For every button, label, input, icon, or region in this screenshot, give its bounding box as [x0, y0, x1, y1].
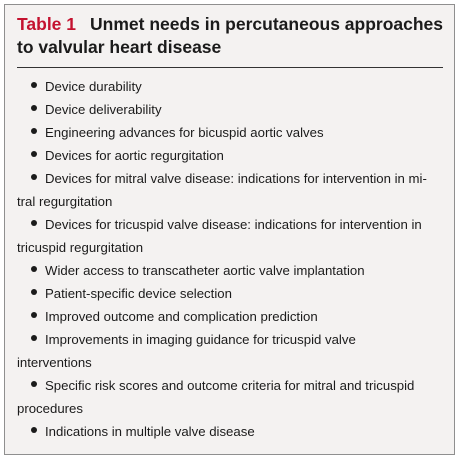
list-item	[17, 121, 449, 144]
bullet-icon	[31, 381, 37, 387]
list-item-text: Device durability	[45, 79, 142, 94]
list-item-continuation: tricuspid regurgitation	[17, 240, 144, 255]
list-item-continuation: tral regurgitation	[17, 194, 113, 209]
list-item	[17, 282, 449, 305]
bullet-icon	[31, 128, 37, 134]
list-item-text: Specific risk scores and outcome criteria for mitral and tricuspid	[45, 378, 415, 393]
bullet-icon	[31, 289, 37, 295]
list-item	[17, 98, 449, 121]
bullet-icon	[31, 427, 37, 433]
table-title	[17, 13, 452, 59]
title-divider	[17, 67, 443, 68]
list-item-text: Improvements in imaging guidance for tricuspid valve	[45, 332, 356, 347]
bullet-icon	[31, 220, 37, 226]
table-label: Table 1	[17, 14, 77, 34]
list-item-text: Devices for mitral valve disease: indications for intervention in mi-	[45, 171, 427, 186]
list-item-text: Device deliverability	[45, 102, 162, 117]
list-item-text: Patient-specific device selection	[45, 286, 232, 301]
list-item	[17, 259, 449, 282]
list-item	[17, 374, 449, 420]
list-item	[17, 75, 449, 98]
bullet-icon	[31, 335, 37, 341]
list-item	[17, 144, 449, 167]
bullet-icon	[31, 266, 37, 272]
list-item	[17, 305, 449, 328]
list-item	[17, 167, 449, 213]
bullet-icon	[31, 151, 37, 157]
list-item	[17, 328, 449, 374]
list-item	[17, 420, 449, 443]
list-item-text: Engineering advances for bicuspid aortic valves	[45, 125, 324, 140]
bullet-icon	[31, 174, 37, 180]
list-item-text: Indications in multiple valve disease	[45, 424, 255, 439]
list-item-text: Improved outcome and complication prediction	[45, 309, 318, 324]
bullet-icon	[31, 105, 37, 111]
list-item-text: Wider access to transcatheter aortic valve implantation	[45, 263, 365, 278]
list-item	[17, 213, 449, 259]
list-item-continuation: interventions	[17, 355, 92, 370]
list-item-text: Devices for aortic regurgitation	[45, 148, 224, 163]
table-panel	[4, 4, 455, 455]
list-item-text: Devices for tricuspid valve disease: indications for intervention in	[45, 217, 422, 232]
bullet-icon	[31, 312, 37, 318]
needs-list	[17, 75, 449, 443]
table-title-text: Unmet needs in percutaneous approaches to valvular heart disease	[17, 14, 444, 57]
bullet-icon	[31, 82, 37, 88]
list-item-continuation: procedures	[17, 401, 83, 416]
